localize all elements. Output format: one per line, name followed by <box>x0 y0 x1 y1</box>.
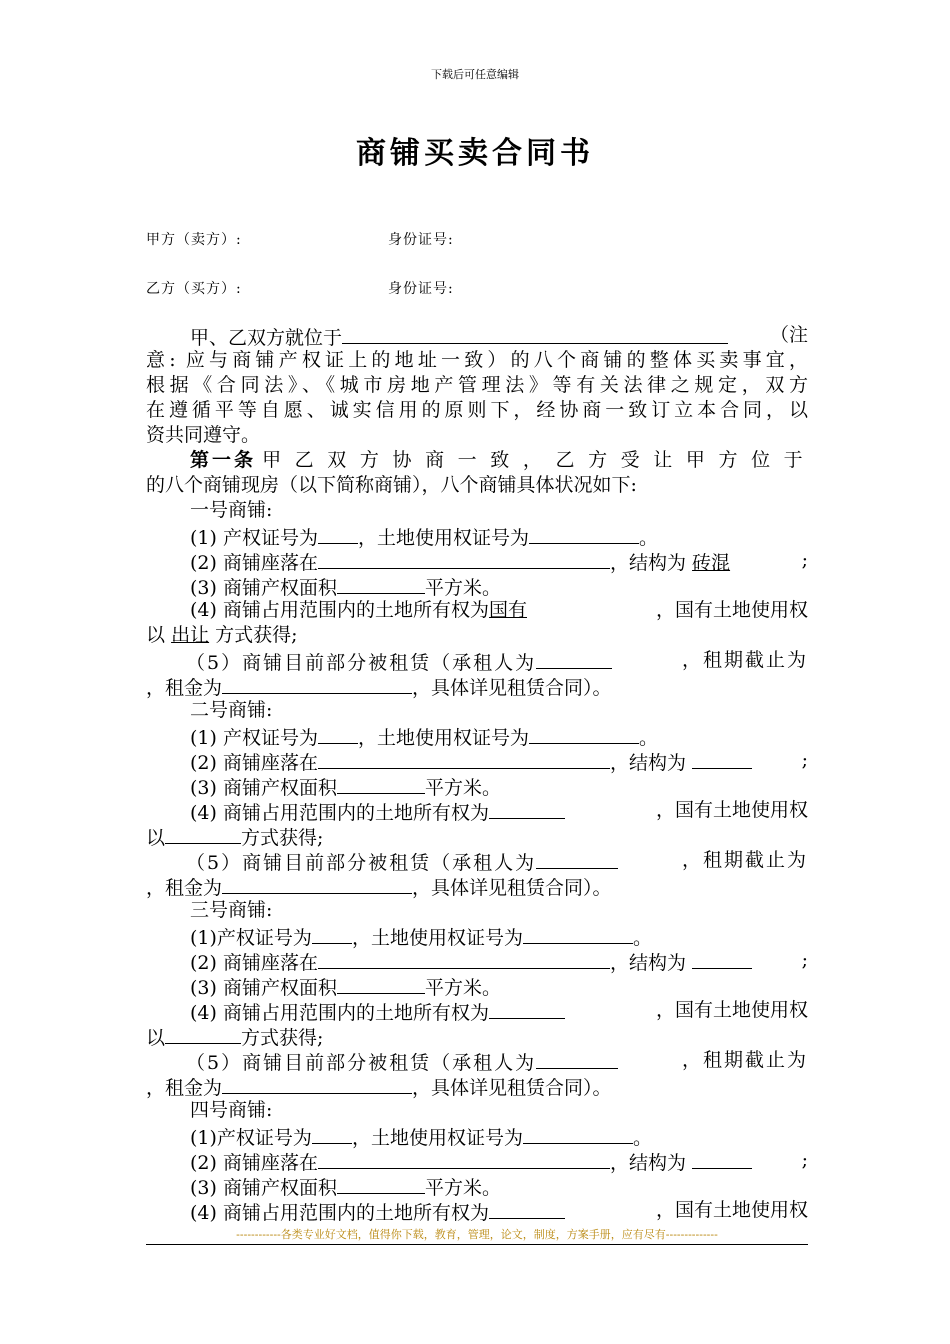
party-a-label: 甲方（卖方）: <box>146 232 242 248</box>
shop-3-item-4-cont: 以 方式获得; <box>146 1023 808 1048</box>
party-a-id-label: 身份证号: <box>388 232 454 248</box>
shop-4-item-4: (4) 商铺占用范围内的土地所有权为 ，国有土地使用权 <box>190 1199 808 1224</box>
shop-1-structure: 砖混 <box>692 552 731 574</box>
shop-4-item-1: (1)产权证号为 ，土地使用权证号为 。 <box>146 1123 808 1148</box>
shop-2-item-2: (2) 商铺座落在 ，结构为 ; <box>190 749 808 774</box>
shop-1-item-1: (1) 产权证号为 ，土地使用权证号为 。 <box>146 523 808 548</box>
shop-1-acquire-method: 出让 <box>171 624 210 646</box>
intro-line-5: 资共同遵守。 <box>146 424 261 446</box>
shop-4-item-3: (3) 商铺产权面积 平方米。 <box>146 1173 808 1198</box>
shop-2-item-4-cont: 以 方式获得; <box>146 823 808 848</box>
shop-2-item-3: (3) 商铺产权面积 平方米。 <box>146 773 808 798</box>
blank-location <box>342 323 728 344</box>
intro-line-4: 在遵循平等自愿、诚实信用的原则下，经协商一致订立本合同，以 <box>146 399 808 421</box>
shop-2-item-5-cont: ，租金为 ，具体详见租赁合同）。 <box>146 873 808 898</box>
document-title: 商铺买卖合同书 <box>356 136 594 171</box>
party-b-id-label: 身份证号: <box>388 281 454 297</box>
shop-1-item-4-cont: 以 出让 方式获得; <box>146 624 298 646</box>
party-b-row <box>146 278 454 298</box>
page-header: 下载后可任意编辑 <box>431 68 519 81</box>
shop-1-land-ownership: 国有 <box>488 599 527 621</box>
article1-heading: 第一条 <box>190 449 257 471</box>
shop-2-item-5: （5）商铺目前部分被租赁（承租人为 ，租期截止为 <box>186 849 808 874</box>
shop-1-item-4: (4) 商铺占用范围内的土地所有权为国有 ，国有土地使用权 <box>190 599 808 621</box>
intro-line-1: 甲、乙双方就位于 （注 <box>190 324 808 349</box>
intro-line-2: 意: 应与商铺产权证上的地址一致）的八个商铺的整体买卖事宜， <box>146 349 808 371</box>
shop-3-item-3: (3) 商铺产权面积 平方米。 <box>146 973 808 998</box>
shop-3-title: 三号商铺: <box>190 899 273 921</box>
shop-4-item-2: (2) 商铺座落在 ，结构为 ; <box>190 1149 808 1174</box>
shop-1-item-5: （5）商铺目前部分被租赁（承租人为 ，租期截止为 <box>186 649 808 674</box>
article1-line-1: 第一条 甲乙双方协商一致，乙方受让甲方位于 <box>190 449 817 471</box>
intro-line-3: 根据《合同法》、《城市房地产管理法》等有关法律之规定，双方 <box>146 374 808 396</box>
shop-2-title: 二号商铺: <box>190 699 273 721</box>
shop-1-item-2: (2) 商铺座落在 ，结构为 砖混 ; <box>190 549 808 574</box>
footer-rule <box>146 1244 808 1245</box>
shop-2-item-4: (4) 商铺占用范围内的土地所有权为 ，国有土地使用权 <box>190 799 808 824</box>
shop-3-item-5: （5）商铺目前部分被租赁（承租人为 ，租期截止为 <box>186 1049 808 1074</box>
shop-3-item-5-cont: ，租金为 ，具体详见租赁合同）。 <box>146 1073 808 1098</box>
shop-3-item-2: (2) 商铺座落在 ，结构为 ; <box>190 949 808 974</box>
shop-1-item-5-cont: ，租金为 ，具体详见租赁合同）。 <box>146 673 808 698</box>
shop-4-title: 四号商铺: <box>190 1099 273 1121</box>
shop-3-item-4: (4) 商铺占用范围内的土地所有权为 ，国有土地使用权 <box>190 999 808 1024</box>
shop-1-title: 一号商铺: <box>190 499 273 521</box>
page-footer: ------------各类专业好文档，值得你下载，教育，管理，论文，制度，方案手册，应有尽有-------------- <box>236 1228 718 1241</box>
shop-1-item-3: (3) 商铺产权面积 平方米。 <box>146 573 808 598</box>
contract-body <box>146 323 817 1224</box>
party-b-label: 乙方（买方）: <box>146 281 242 297</box>
shop-2-item-1: (1) 产权证号为 ，土地使用权证号为 。 <box>146 723 808 748</box>
shop-3-item-1: (1)产权证号为 ，土地使用权证号为 。 <box>146 923 808 948</box>
article1-line-2: 的八个商铺现房（以下简称商铺），八个商铺具体状况如下: <box>146 474 637 496</box>
party-a-row <box>146 229 454 249</box>
